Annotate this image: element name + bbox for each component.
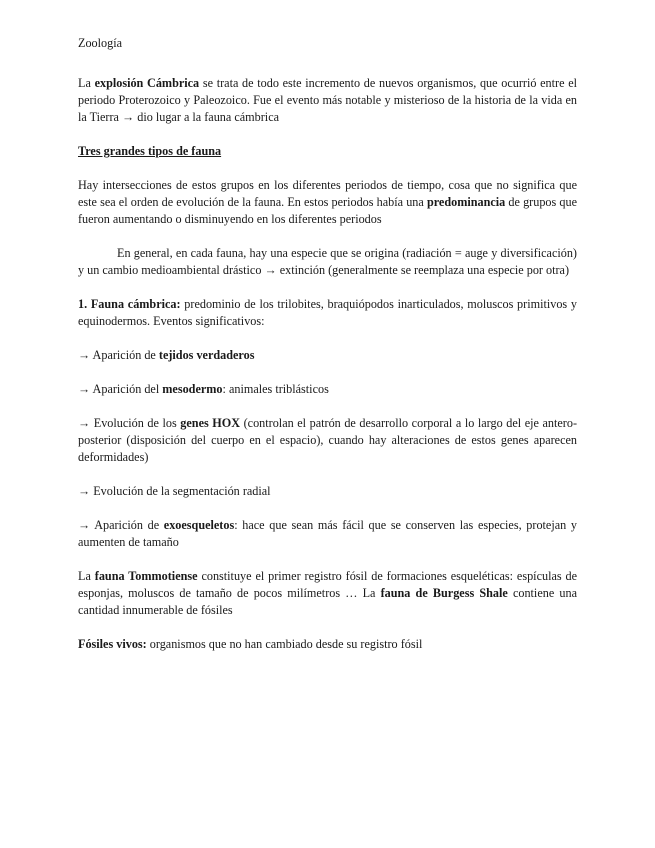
event-text-post: : animales triblásticos bbox=[222, 382, 329, 396]
event-bold-term: exoesqueletos bbox=[163, 518, 235, 532]
general-paragraph: En general, en cada fauna, hay una especie que se origina (radiación = auge y diversificación) y un cambio medioambiental drástico → extinción (generalmente se reemplaza una especie por otra) bbox=[78, 246, 577, 277]
intro-text-pre: La bbox=[78, 76, 95, 90]
event-text-post: : hace que sean más fácil que se conserven las especies, protejan y aumenten de tamaño bbox=[78, 518, 577, 549]
burgess-bold-term: fauna de Burgess Shale bbox=[380, 586, 508, 600]
tommo-text-post: contiene una cantidad innumerable de fósiles bbox=[78, 586, 577, 617]
tommo-text-mid: constituye el primer registro fósil de formaciones esqueléticas: espículas de esponjas, moluscos de tamaño de pocos milímetros … La bbox=[78, 569, 578, 600]
intersections-paragraph bbox=[78, 177, 577, 228]
fosiles-vivos-paragraph bbox=[78, 636, 577, 653]
fauna1-text: predominio de los trilobites, braquiópodos inarticulados, moluscos primitivos y equinodermos. Eventos significativos: bbox=[78, 297, 577, 328]
event-item bbox=[78, 483, 577, 500]
course-header: Zoología bbox=[78, 36, 123, 50]
intro-paragraph bbox=[78, 75, 577, 126]
event-text: → Aparición del bbox=[78, 382, 163, 396]
section-title: Tres grandes tipos de fauna bbox=[78, 144, 222, 158]
event-bold-term: mesodermo bbox=[162, 382, 223, 396]
para2-bold-term: predominancia bbox=[426, 195, 506, 209]
event-text-post: (controlan el patrón de desarrollo corporal a lo largo del eje antero-posterior (disposición del cuerpo en el espacio), cuando hay alteraciones de estos genes aparecen deformidades) bbox=[78, 416, 577, 464]
event-item bbox=[78, 517, 577, 551]
event-item bbox=[78, 381, 577, 398]
para2-text-post: de grupos que fueron aumentando o disminuyendo en los diferentes periodos bbox=[78, 195, 577, 226]
tommo-text-pre: La bbox=[78, 569, 95, 583]
para2-text-pre: Hay intersecciones de estos grupos en los diferentes periodos de tiempo, cosa que no significa que este sea el orden de evolución de la fauna. En estos periodos había una bbox=[78, 178, 577, 209]
event-text: → Aparición de bbox=[78, 518, 164, 532]
fosiles-heading: Fósiles vivos: bbox=[78, 637, 147, 651]
event-item bbox=[78, 347, 577, 364]
fauna1-heading: 1. Fauna cámbrica: bbox=[78, 297, 181, 311]
intro-text-post: se trata de todo este incremento de nuevos organismos, que ocurrió entre el periodo Proterozoico y Paleozoico. Fue el evento más notable y misterioso de la historia de la vida en la Tierra → dio lugar a la fauna cámbrica bbox=[78, 76, 577, 124]
tommotiense-paragraph bbox=[78, 568, 577, 619]
event-bold-term: tejidos verdaderos bbox=[158, 348, 255, 362]
event-bold-term: genes HOX bbox=[180, 416, 241, 430]
event-text: → Evolución de los bbox=[78, 416, 181, 430]
intro-bold-term: explosión Cámbrica bbox=[94, 76, 200, 90]
event-item bbox=[78, 415, 577, 466]
event-text: → Aparición de bbox=[78, 348, 159, 362]
fauna-cambrica-paragraph bbox=[78, 296, 577, 330]
fosiles-text: organismos que no han cambiado desde su registro fósil bbox=[146, 637, 423, 651]
event-text: → Evolución de la segmentación radial bbox=[78, 484, 271, 498]
tommo-bold-term: fauna Tommotiense bbox=[94, 569, 198, 583]
